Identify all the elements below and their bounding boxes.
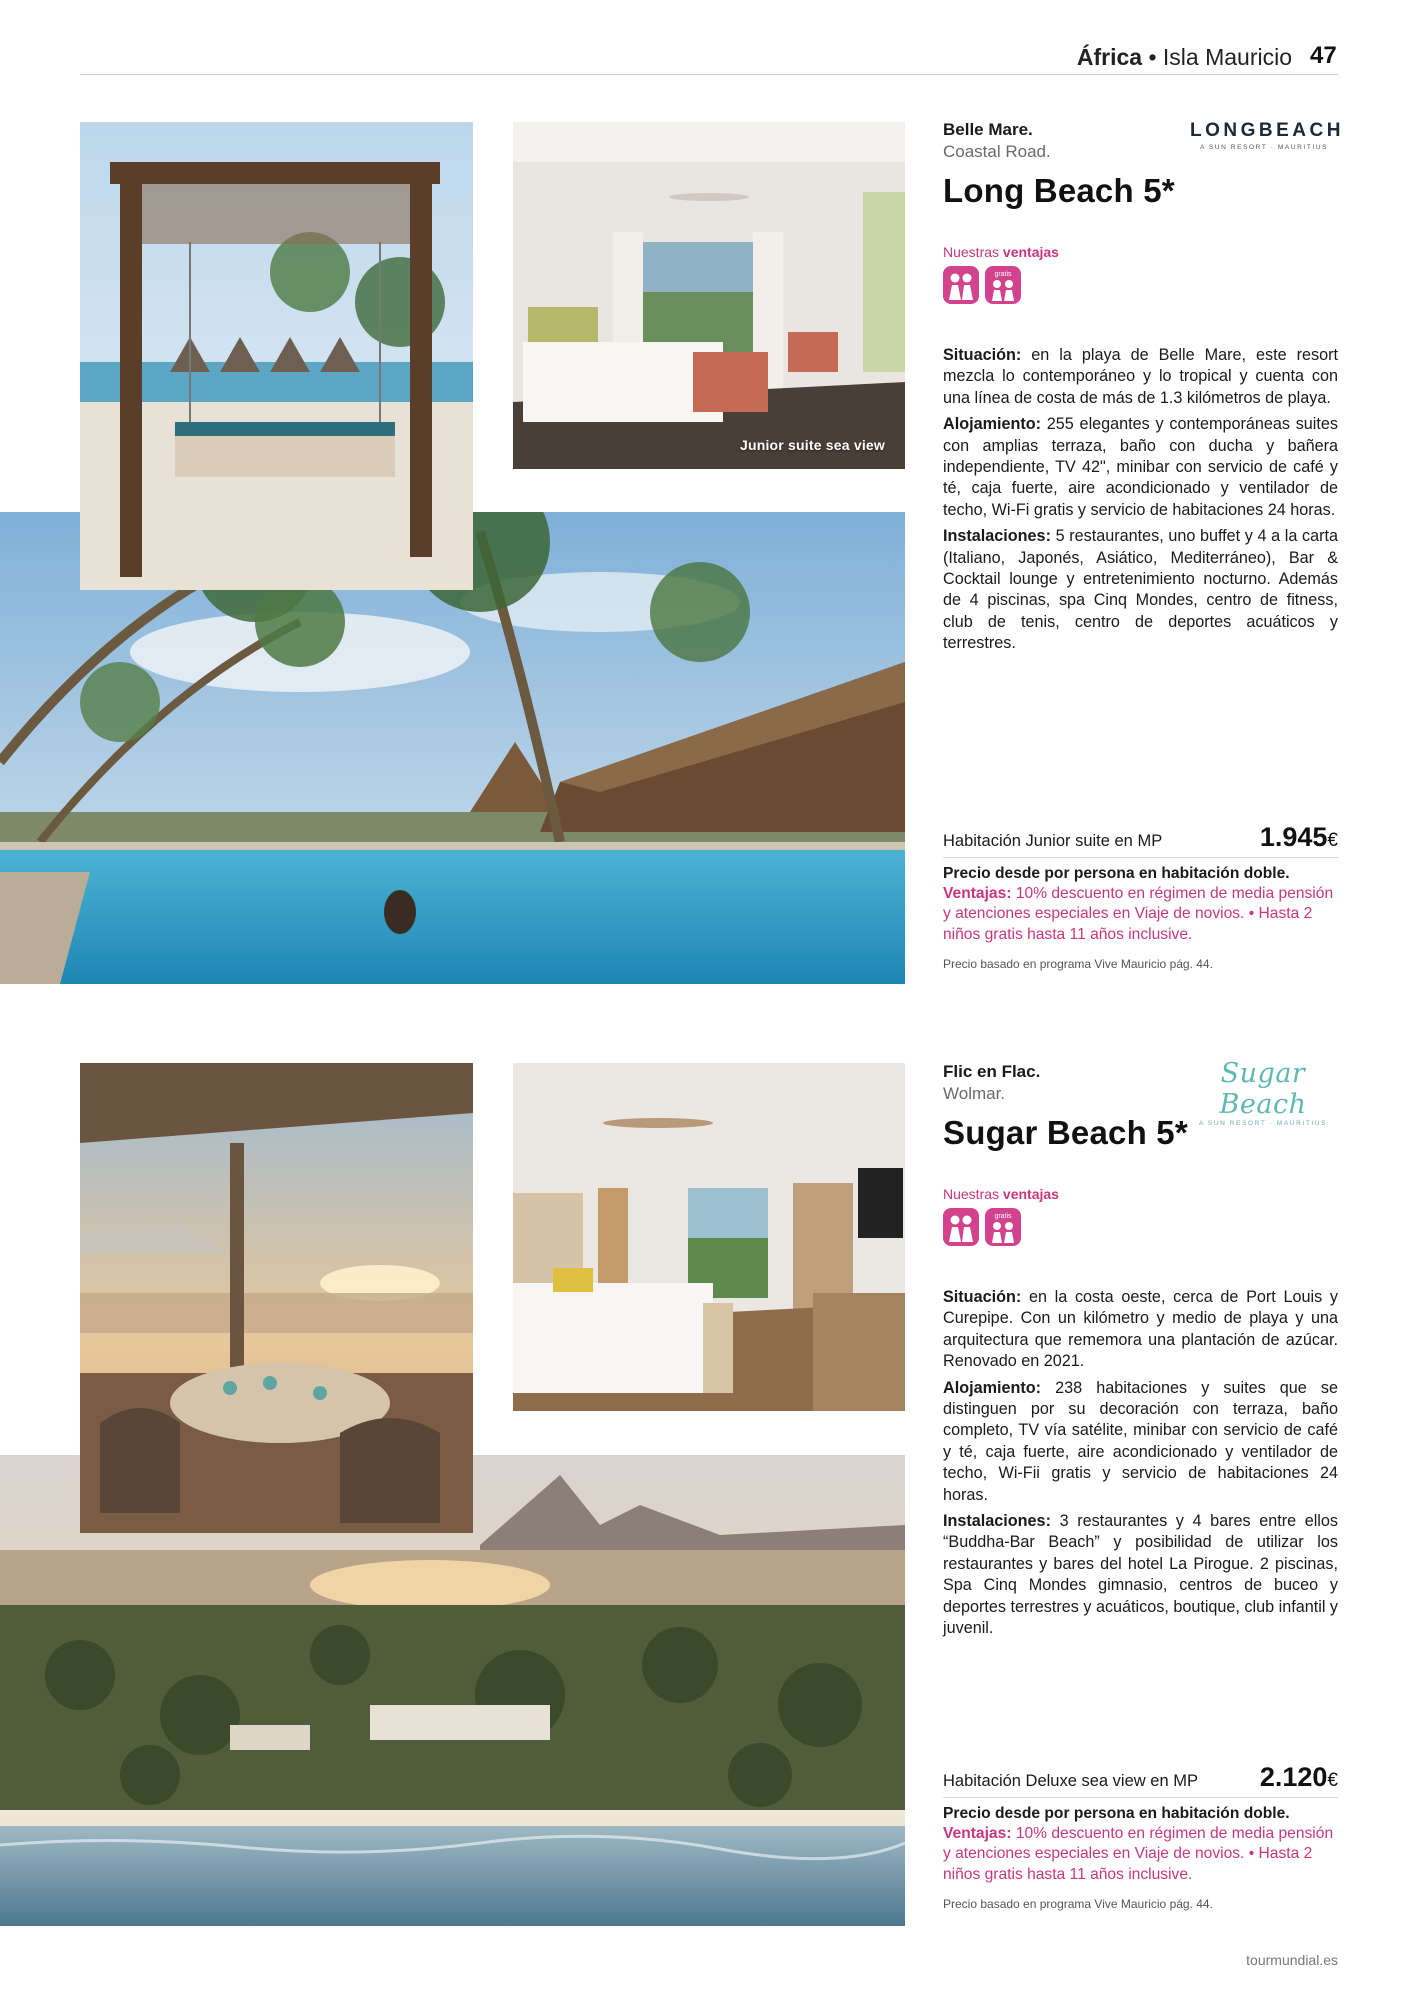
advantages-label bbox=[943, 244, 1338, 260]
description-alojamiento bbox=[943, 414, 1338, 521]
section-label: Alojamiento: bbox=[943, 415, 1042, 434]
advantages-label bbox=[943, 1186, 1338, 1202]
advantages-prefix: Nuestras bbox=[943, 244, 1000, 260]
location-name: Flic en Flac. bbox=[943, 1062, 1041, 1081]
kids-free-icon-text: gratis bbox=[994, 271, 1012, 278]
description-instalaciones bbox=[943, 526, 1338, 654]
price-note-bold: Precio desde por persona en habitación doble. bbox=[943, 865, 1290, 882]
price-currency: € bbox=[1327, 830, 1338, 851]
advantage-icons bbox=[943, 1208, 1338, 1246]
price-note bbox=[943, 1804, 1338, 1885]
logo-text: LONGBEACH bbox=[1190, 120, 1344, 141]
logo-subtext: A SUN RESORT · MAURITIUS bbox=[1198, 1120, 1328, 1127]
location-area: Coastal Road. bbox=[943, 142, 1051, 161]
hotel-title: Sugar Beach 5* bbox=[943, 1114, 1188, 1151]
section-text: en la playa de Belle Mare, este resort mezcla lo contemporáneo y lo tropical y cuenta con una línea de costa de más de 1.3 kilómetros de playa. bbox=[943, 346, 1338, 407]
price-note-advantages bbox=[943, 885, 1333, 942]
section-label: Alojamiento: bbox=[943, 1378, 1042, 1397]
advantages-prefix: Nuestras bbox=[943, 1186, 1000, 1202]
advantages-text: 10% descuento en régimen de media pensión y atenciones especiales en Viaje de novios. • Hasta 2 niños gratis hasta 11 años inclusive. bbox=[943, 885, 1334, 943]
honeymoon-icon bbox=[943, 1208, 979, 1246]
logo-text: Sugar Beach bbox=[1219, 1058, 1307, 1120]
advantages bbox=[943, 244, 1338, 304]
section-label: Situación: bbox=[943, 346, 1022, 364]
sugar-beach-room-photo bbox=[513, 1063, 905, 1411]
section-text: 238 habitaciones y suites que se distinguen por su decoración con terraza, baño completo, TV vía satélite, minibar con servicio de café y té, caja fuerte, aire acondicionado y ventilador de techo, Wi-Fii gratis y servicio de habitaciones 24 horas. bbox=[943, 1378, 1338, 1504]
hotel-title: Long Beach 5* bbox=[943, 172, 1175, 209]
long-beach-swing-photo bbox=[80, 122, 473, 590]
advantages-label: Ventajas: bbox=[943, 885, 1012, 903]
sugar-beach-terrace-photo bbox=[80, 1063, 473, 1533]
section-text: 255 elegantes y contemporáneas suites con amplias terraza, baño con ducha y bañera independiente, TV 42", minibar con servicio de café y té, caja fuerte, aire acondicionado y ventilador de techo, Wi-Fi gratis y servicio de habitaciones 24 horas. bbox=[943, 415, 1339, 519]
section-text: 3 restaurantes y 4 bares entre ellos “Buddha-Bar Beach” y posibilidad de utilizar los restaurantes y bares del hotel La Pirogue. 2 piscinas, Spa Cinq Mondes gimnasio, centros de buceo y deportes terrestres y acuáticos, boutique, club infantil y juvenil. bbox=[943, 1512, 1339, 1638]
advantages-bold: ventajas bbox=[1002, 1186, 1059, 1202]
price-row bbox=[943, 1762, 1338, 1798]
region-name: Isla Mauricio bbox=[1162, 44, 1292, 70]
price-note-advantages bbox=[943, 1825, 1333, 1882]
price-label: Habitación Junior suite en MP bbox=[943, 832, 1163, 850]
description-situacion bbox=[943, 1287, 1338, 1373]
price-footnote: Precio basado en programa Vive Mauricio pág. 44. bbox=[943, 956, 1213, 971]
advantages bbox=[943, 1186, 1338, 1246]
section-label: Situación: bbox=[943, 1288, 1022, 1306]
section-label: Instalaciones: bbox=[943, 527, 1051, 546]
logo-subtext: A SUN RESORT · MAURITIUS bbox=[1199, 144, 1329, 151]
description-situacion bbox=[943, 345, 1338, 409]
kids-free-icon-text: gratis bbox=[994, 1213, 1012, 1220]
site-url[interactable]: tourmundial.es bbox=[1246, 1952, 1338, 1968]
price-row bbox=[943, 822, 1338, 858]
price-note bbox=[943, 864, 1338, 945]
section-text: 5 restaurantes, uno buffet y 4 a la carta (Italiano, Japonés, Asiático, Mediterráneo), Bar & Cocktail lounge y entretenimiento nocturno. Además de 4 piscinas, spa Cinq Mondes, centro de fitness, club de tenis, centro de deportes acuáticos y terrestres. bbox=[943, 527, 1338, 653]
price-value bbox=[1260, 1762, 1338, 1793]
region-bold: África bbox=[1076, 44, 1143, 70]
header-divider bbox=[80, 74, 1338, 75]
price-currency: € bbox=[1327, 1770, 1338, 1791]
price-amount: 2.120 bbox=[1259, 1762, 1328, 1792]
location-area: Wolmar. bbox=[943, 1084, 1006, 1103]
price-note-bold: Precio desde por persona en habitación doble. bbox=[943, 1805, 1290, 1822]
kids-free-icon bbox=[985, 266, 1021, 304]
location-name: Belle Mare. bbox=[943, 120, 1033, 139]
hotel-description bbox=[943, 345, 1338, 660]
price-amount: 1.945 bbox=[1259, 822, 1328, 852]
suite-photo-caption: Junior suite sea view bbox=[739, 437, 885, 453]
long-beach-suite-photo bbox=[513, 122, 905, 469]
advantages-text: 10% descuento en régimen de media pensión y atenciones especiales en Viaje de novios. • Hasta 2 niños gratis hasta 11 años inclusive. bbox=[943, 1825, 1334, 1883]
description-alojamiento bbox=[943, 1378, 1338, 1506]
price-value bbox=[1260, 822, 1338, 853]
advantage-icons bbox=[943, 266, 1338, 304]
price-label: Habitación Deluxe sea view en MP bbox=[943, 1772, 1198, 1790]
price-block bbox=[943, 822, 1338, 971]
region-separator: • bbox=[1148, 44, 1157, 70]
kids-free-icon bbox=[985, 1208, 1021, 1246]
hotel-description bbox=[943, 1287, 1338, 1645]
page-number: 47 bbox=[1310, 42, 1337, 69]
longbeach-logo bbox=[1190, 120, 1344, 151]
description-instalaciones bbox=[943, 1511, 1338, 1639]
honeymoon-icon bbox=[943, 266, 979, 304]
section-text: en la costa oeste, cerca de Port Louis y Curepipe. Con un kilómetro y medio de playa y una arquitectura que rememora una plantación de azúcar. Renovado en 2021. bbox=[943, 1288, 1338, 1371]
advantages-label: Ventajas: bbox=[943, 1825, 1012, 1843]
price-footnote: Precio basado en programa Vive Mauricio pág. 44. bbox=[943, 1896, 1213, 1911]
price-block bbox=[943, 1762, 1338, 1911]
advantages-bold: ventajas bbox=[1002, 244, 1059, 260]
header-region bbox=[1077, 44, 1292, 71]
section-label: Instalaciones: bbox=[943, 1512, 1051, 1531]
